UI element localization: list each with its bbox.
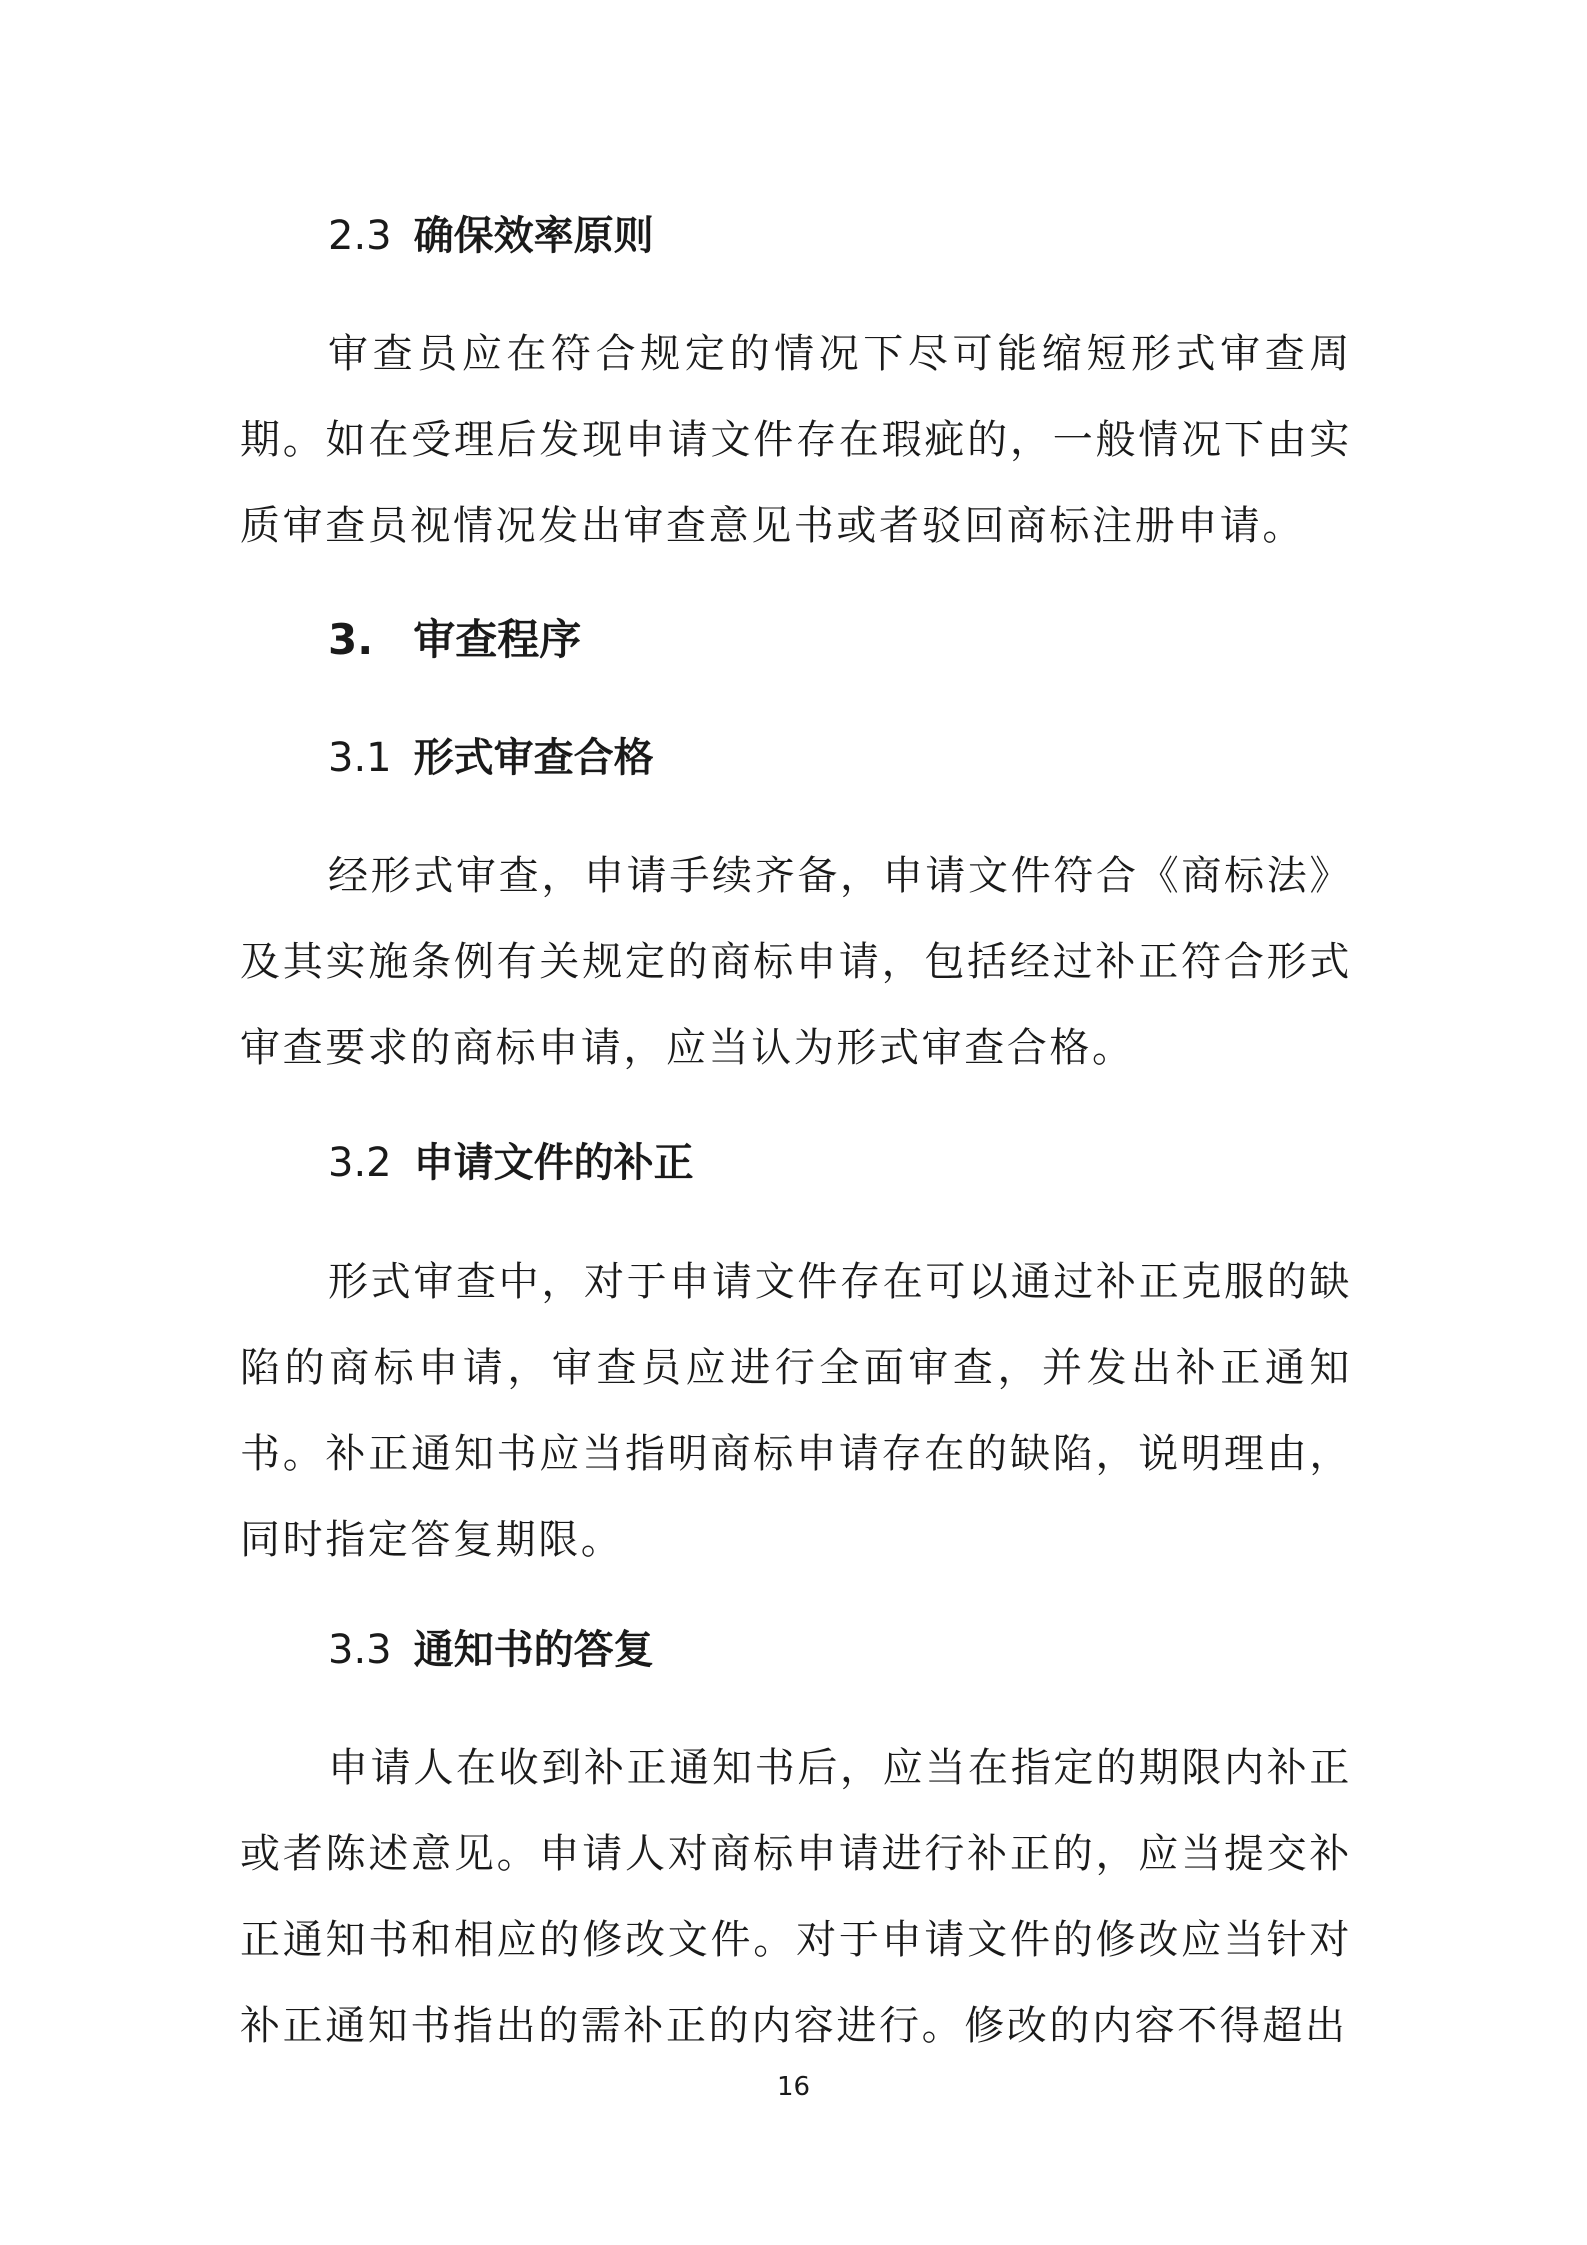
heading-title: 申请文件的补正 <box>413 1140 694 1186</box>
heading-title: 形式审查合格 <box>413 735 654 781</box>
heading-number: 3.3 <box>328 1627 392 1673</box>
heading-3 <box>240 610 1352 670</box>
heading-3-3 <box>240 1622 1352 1678</box>
paragraph-3-1: 经形式审查，申请手续齐备，申请文件符合《商标法》及其实施条例有关规定的商标申请，包括经过补正符合形式审查要求的商标申请，应当认为形式审查合格。 <box>240 853 1352 1071</box>
heading-2-3 <box>240 208 1352 264</box>
page-number: 16 <box>776 2072 811 2102</box>
paragraph-2-3: 审查员应在符合规定的情况下尽可能缩短形式审查周期。如在受理后发现申请文件存在瑕疵的，一般情况下由实质审查员视情况发出审查意见书或者驳回商标注册申请。 <box>240 331 1352 549</box>
heading-number: 3.2 <box>328 1140 392 1186</box>
heading-3-1 <box>240 730 1352 786</box>
heading-3-2 <box>240 1135 1352 1191</box>
heading-number: 3.1 <box>328 735 392 781</box>
paragraph-3-2: 形式审查中，对于申请文件存在可以通过补正克服的缺陷的商标申请，审查员应进行全面审查，并发出补正通知书。补正通知书应当指明商标申请存在的缺陷，说明理由，同时指定答复期限。 <box>240 1259 1352 1563</box>
heading-number: 2.3 <box>328 213 392 259</box>
paragraph-3-3: 申请人在收到补正通知书后，应当在指定的期限内补正或者陈述意见。申请人对商标申请进行补正的，应当提交补正通知书和相应的修改文件。对于申请文件的修改应当针对补正通知书指出的需补正的内容进行。修改的内容不得超出 <box>240 1745 1352 2049</box>
heading-title: 确保效率原则 <box>413 213 654 259</box>
heading-title: 审查程序 <box>413 615 582 664</box>
heading-number: 3. <box>328 615 374 664</box>
heading-title: 通知书的答复 <box>413 1627 654 1673</box>
